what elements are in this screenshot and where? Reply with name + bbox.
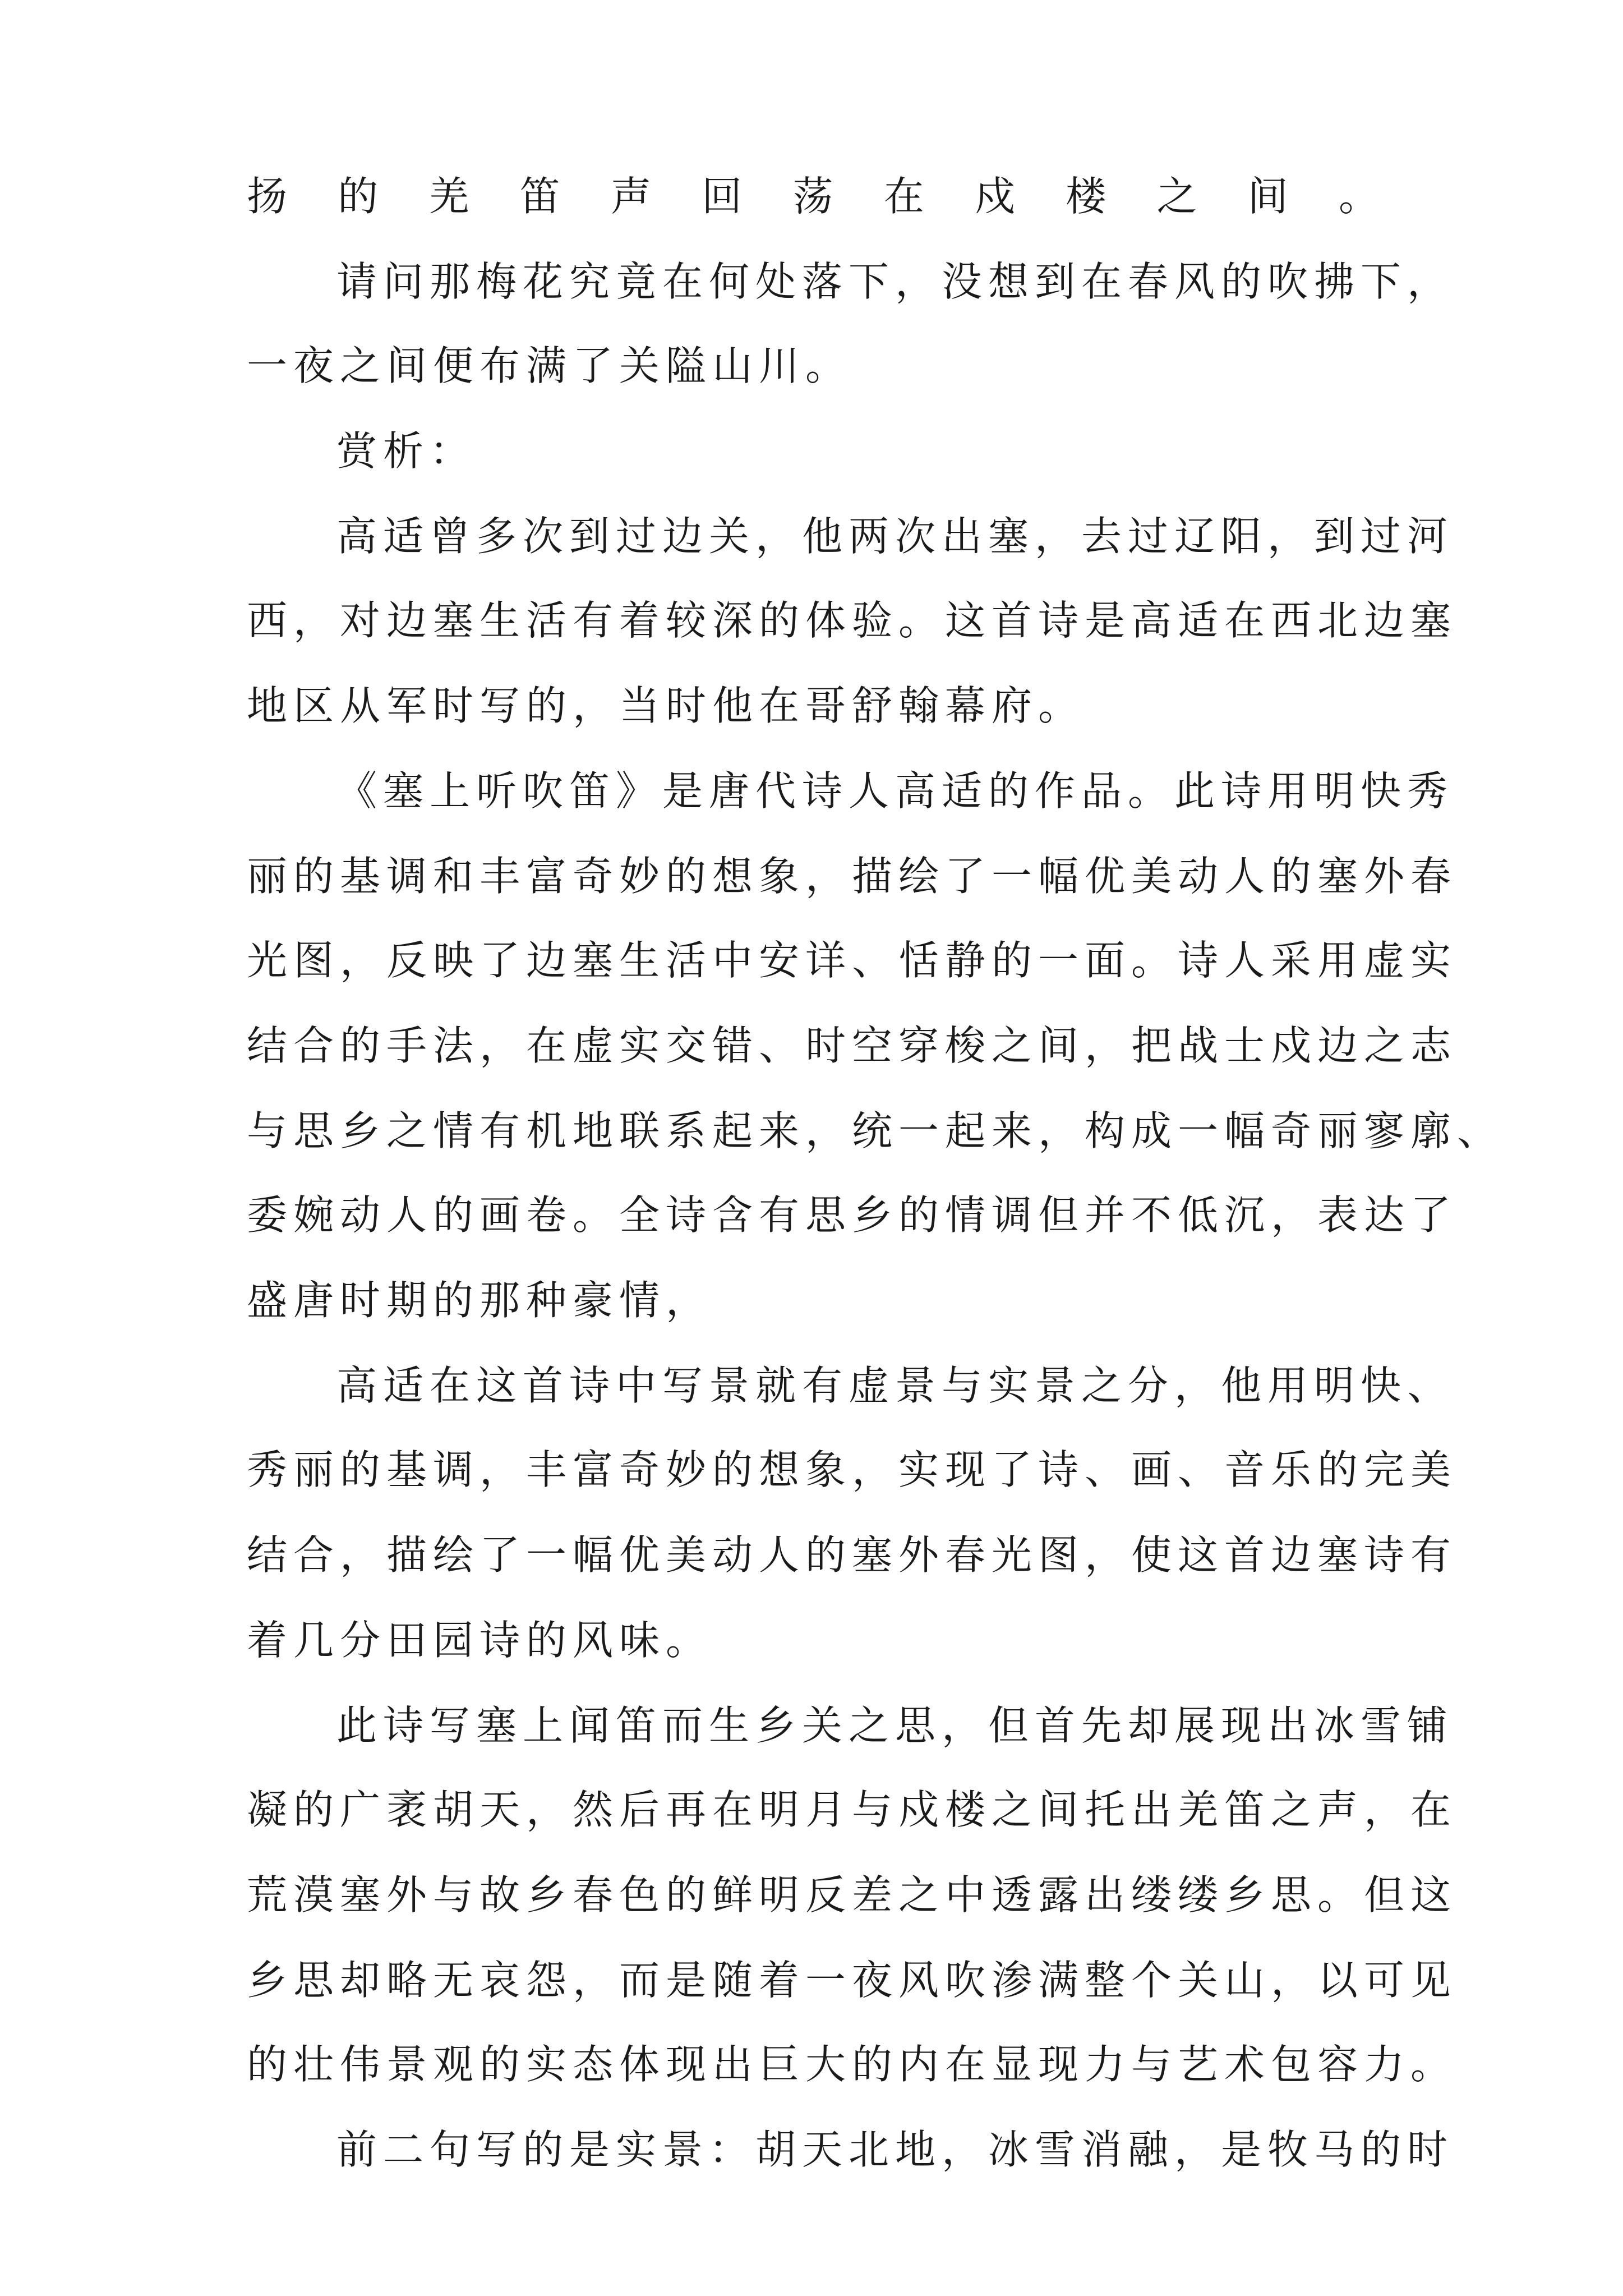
text-line: 此诗写塞上闻笛而生乡关之思，但首先却展现出冰雪铺 — [336, 1702, 1454, 1749]
text-line: 扬的羌笛声回荡在戍楼之间。 — [247, 173, 1385, 220]
text-line: 盛唐时期的那种豪情， — [247, 1277, 713, 1324]
text-line: 地区从军时写的，当时他在哥舒翰幕府。 — [247, 682, 1085, 729]
text-line: 一夜之间便布满了关隘山川。 — [247, 342, 852, 389]
text-line: 的壮伟景观的实态体现出巨大的内在显现力与艺术包容力。 — [247, 2041, 1458, 2088]
text-line: 与思乡之情有机地联系起来，统一起来，构成一幅奇丽寥廓、 — [247, 1107, 1504, 1154]
text-line: 结合的手法，在虚实交错、时空穿梭之间，把战士戍边之志 — [247, 1022, 1458, 1069]
text-line: 荒漠塞外与故乡春色的鲜明反差之中透露出缕缕乡思。但这 — [247, 1871, 1458, 1918]
section-label: 赏析： — [336, 427, 477, 475]
text-line: 光图，反映了边塞生活中安详、恬静的一面。诗人采用虚实 — [247, 937, 1458, 984]
text-line: 请问那梅花究竟在何处落下，没想到在春风的吹拂下， — [336, 258, 1454, 305]
text-line: 前二句写的是实景：胡天北地，冰雪消融，是牧马的时 — [336, 2126, 1454, 2173]
text-line: 西，对边塞生活有着较深的体验。这首诗是高适在西北边塞 — [247, 597, 1458, 644]
text-line: 委婉动人的画卷。全诗含有思乡的情调但并不低沉，表达了 — [247, 1191, 1458, 1239]
text-line: 秀丽的基调，丰富奇妙的想象，实现了诗、画、音乐的完美 — [247, 1446, 1458, 1493]
text-line: 《塞上听吹笛》是唐代诗人高适的作品。此诗用明快秀 — [336, 767, 1454, 815]
text-line: 结合，描绘了一幅优美动人的塞外春光图，使这首边塞诗有 — [247, 1531, 1458, 1579]
text-line: 高适曾多次到过边关，他两次出塞，去过辽阳，到过河 — [336, 513, 1454, 560]
text-line: 丽的基调和丰富奇妙的想象，描绘了一幅优美动人的塞外春 — [247, 853, 1458, 900]
text-line: 高适在这首诗中写景就有虚景与实景之分，他用明快、 — [336, 1362, 1454, 1409]
text-line: 凝的广袤胡天，然后再在明月与戍楼之间托出羌笛之声，在 — [247, 1786, 1458, 1833]
text-line: 乡思却略无哀怨，而是随着一夜风吹渗满整个关山，以可见 — [247, 1957, 1458, 2004]
text-line: 着几分田园诗的风味。 — [247, 1617, 713, 1664]
